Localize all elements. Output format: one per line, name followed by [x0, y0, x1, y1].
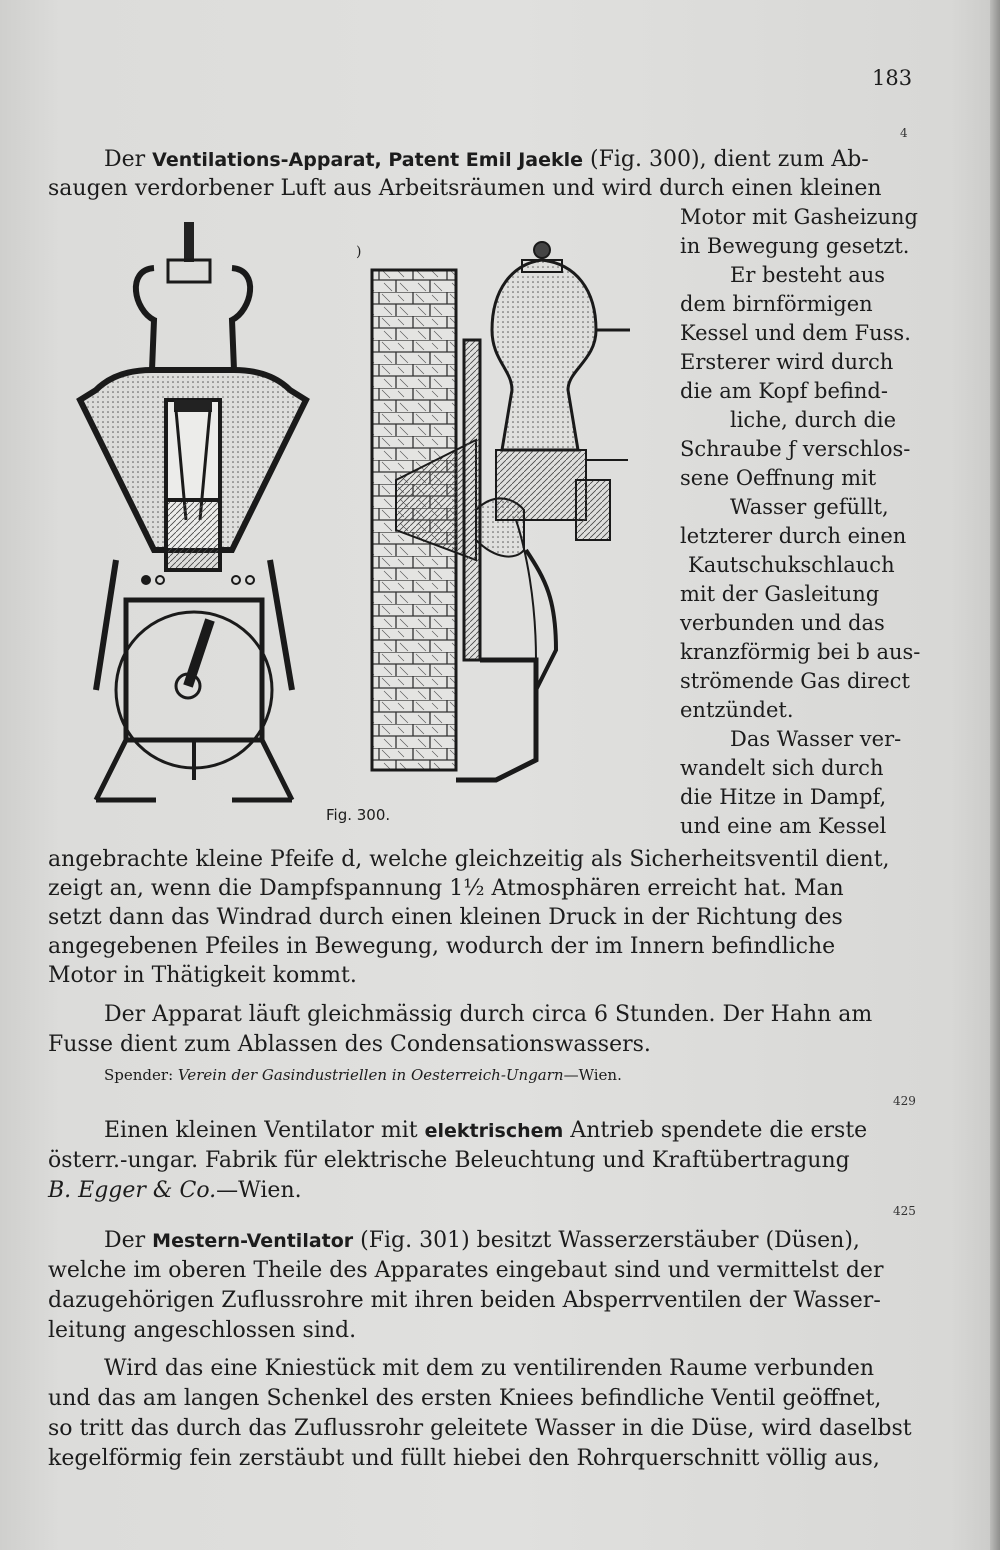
margin-number: 4: [900, 126, 908, 140]
figure-300-illustration: [56, 220, 656, 810]
page-number: 183: [872, 66, 913, 90]
paragraph-line: Einen kleinen Ventilator mit elektrischem Antrieb spendete die erste: [104, 1118, 868, 1143]
side-text-line: wandelt sich durch: [680, 756, 884, 780]
side-text-line: Das Wasser ver-: [730, 727, 902, 751]
paragraph-line: Wird das eine Kniestück mit dem zu ventilirenden Raume verbunden: [104, 1356, 875, 1381]
margin-number: 425: [893, 1204, 916, 1218]
donor-line: Spender: Verein der Gasindustriellen in Oesterreich-Ungarn—Wien.: [104, 1066, 622, 1084]
side-text-line: kranzförmig bei b aus-: [680, 640, 921, 664]
paragraph-line: leitung angeschlossen sind.: [48, 1318, 357, 1343]
term-elektrischem: elektrischem: [424, 1120, 564, 1142]
side-text-line: sene Oeffnung mit: [680, 466, 877, 490]
side-text-line: Kessel und dem Fuss.: [680, 321, 911, 345]
side-text-line: verbunden und das: [680, 611, 885, 635]
side-text-line: Motor mit Gasheizung: [680, 205, 918, 229]
side-text-line: letzterer durch einen: [680, 524, 907, 548]
paragraph-line: Der Apparat läuft gleichmässig durch circa 6 Stunden. Der Hahn am: [104, 1002, 873, 1027]
side-text-line: die Hitze in Dampf,: [680, 785, 887, 809]
paragraph-line: dazugehörigen Zuflussrohre mit ihren beiden Absperrventilen der Wasser-: [48, 1288, 881, 1313]
wall-mounted-drawing: [372, 242, 630, 780]
paragraph-line: Motor in Thätigkeit kommt.: [48, 963, 357, 988]
side-text-line: Er besteht aus: [730, 263, 886, 287]
side-text-line: Ersterer wird durch: [680, 350, 894, 374]
side-text-line: Kautschukschlauch: [688, 553, 895, 577]
side-text-line: in Bewegung gesetzt.: [680, 234, 910, 258]
paragraph-line: saugen verdorbener Luft aus Arbeitsräumen und wird durch einen kleinen: [48, 176, 882, 201]
paragraph-line: Der Mestern-Ventilator (Fig. 301) besitzt Wasserzerstäuber (Düsen),: [104, 1228, 860, 1253]
paragraph-line: setzt dann das Windrad durch einen kleinen Druck in der Richtung des: [48, 905, 843, 930]
side-text-line: Wasser gefüllt,: [730, 495, 889, 519]
section-drawing: [80, 222, 306, 800]
side-text-line: liche, durch die: [730, 408, 897, 432]
paragraph-line: zeigt an, wenn die Dampfspannung 1½ Atmosphären erreicht hat. Man: [48, 876, 844, 901]
paragraph-line: angebrachte kleine Pfeife d, welche gleichzeitig als Sicherheitsventil dient,: [48, 847, 890, 872]
side-text-line: strömende Gas direct: [680, 669, 910, 693]
paragraph-line: österr.-ungar. Fabrik für elektrische Beleuchtung und Kraftübertragung: [48, 1148, 850, 1173]
margin-number: 429: [893, 1094, 916, 1108]
paragraph-line: kegelförmig fein zerstäubt und füllt hiebei den Rohrquerschnitt völlig aus,: [48, 1446, 880, 1471]
side-text-line: mit der Gasleitung: [680, 582, 880, 606]
figure-label-c: ): [356, 244, 362, 260]
term-mestern-ventilator: Mestern-Ventilator: [152, 1230, 354, 1252]
paragraph-line: so tritt das durch das Zuflussrohr geleitete Wasser in die Düse, wird daselbst: [48, 1416, 912, 1441]
figure-caption: Fig. 300.: [326, 806, 391, 824]
side-text-line: und eine am Kessel: [680, 814, 887, 838]
page-edge: [990, 0, 1000, 1550]
side-text-line: dem birnförmigen: [680, 292, 873, 316]
paragraph-line: Der Ventilations-Apparat, Patent Emil Jaekle (Fig. 300), dient zum Ab-: [104, 147, 869, 172]
term-ventilations-apparat: Ventilations-Apparat, Patent Emil Jaekle: [152, 149, 584, 171]
paragraph-line: welche im oberen Theile des Apparates eingebaut sind und vermittelst der: [48, 1258, 884, 1283]
side-text-line: entzündet.: [680, 698, 794, 722]
side-text-line: die am Kopf befind-: [680, 379, 888, 403]
paragraph-line: Fusse dient zum Ablassen des Condensationswassers.: [48, 1032, 651, 1057]
side-text-line: Schraube ƒ verschlos-: [680, 437, 911, 461]
paragraph-line: angegebenen Pfeiles in Bewegung, wodurch der im Innern befindliche: [48, 934, 836, 959]
paragraph-line: und das am langen Schenkel des ersten Kniees befindliche Ventil geöffnet,: [48, 1386, 882, 1411]
paragraph-line: B. Egger & Co.—Wien.: [48, 1178, 302, 1203]
